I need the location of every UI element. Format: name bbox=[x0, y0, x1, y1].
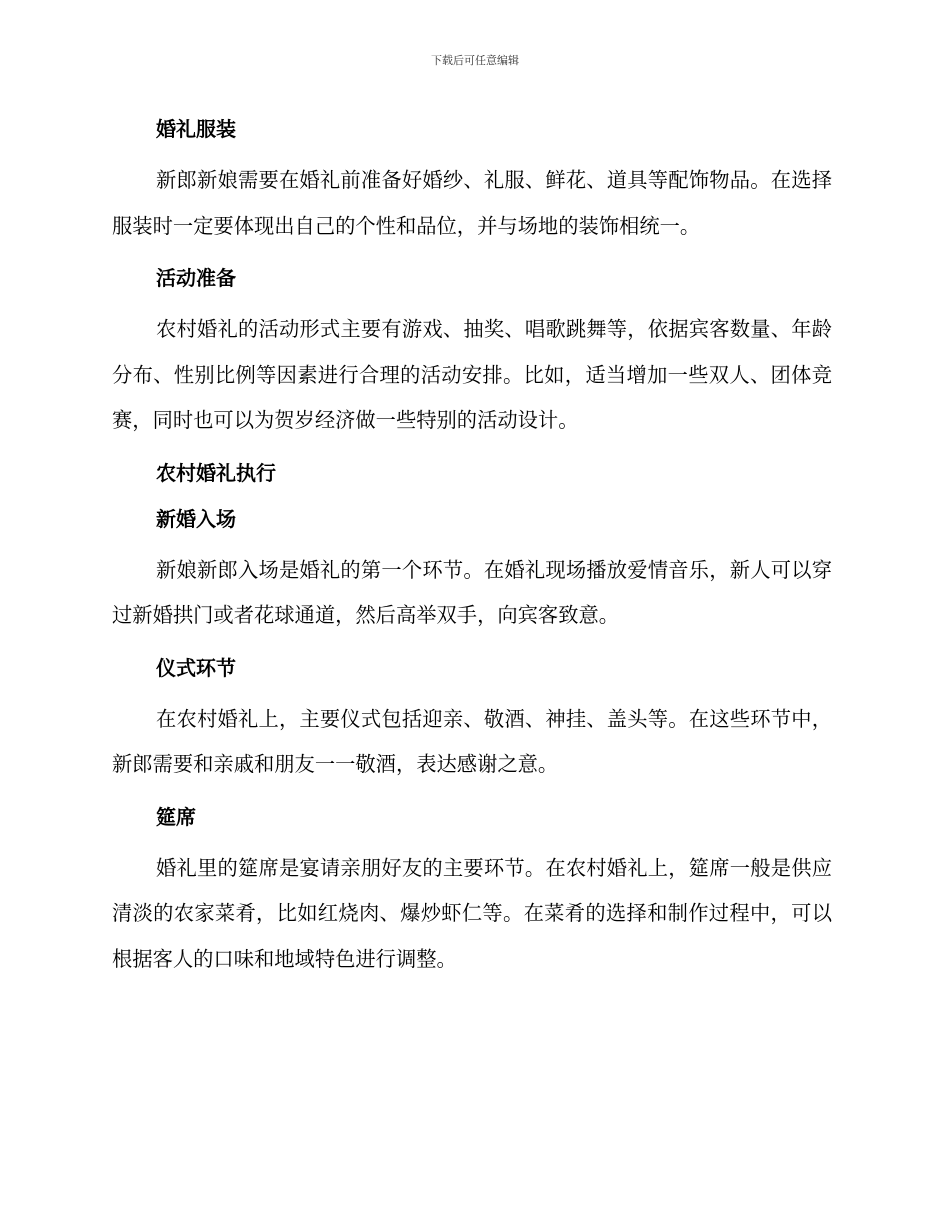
section-heading-wedding-execution: 农村婚礼执行 bbox=[156, 460, 276, 485]
section-heading-entrance: 新婚入场 bbox=[156, 506, 236, 531]
section-heading-activity-prep: 活动准备 bbox=[156, 266, 236, 290]
paragraph-entrance: 新娘新郎入场是婚礼的第一个环节。在婚礼现场播放爱情音乐，新人可以穿过新婚拱门或者花球通道，然后高举双手，向宾客致意。 bbox=[112, 557, 832, 627]
document-body bbox=[112, 112, 832, 994]
paragraph-wedding-attire: 新郎新娘需要在婚礼前准备好婚纱、礼服、鲜花、道具等配饰物品。在选择服装时一定要体现出自己的个性和品位，并与场地的装饰相统一。 bbox=[112, 168, 832, 238]
section-heading-wedding-attire: 婚礼服装 bbox=[156, 117, 236, 141]
page-header-note: 下载后可任意编辑 bbox=[431, 54, 519, 67]
section-heading-banquet: 筵席 bbox=[156, 804, 196, 829]
paragraph-ceremony: 在农村婚礼上，主要仪式包括迎亲、敬酒、神挂、盖头等。在这些环节中，新郎需要和亲戚和朋友一一敬酒，表达感谢之意。 bbox=[112, 706, 832, 776]
paragraph-activity-prep: 农村婚礼的活动形式主要有游戏、抽奖、唱歌跳舞等，依据宾客数量、年龄分布、性别比例等因素进行合理的活动安排。比如，适当增加一些双人、团体竞赛，同时也可以为贺岁经济做一些特别的活动设计。 bbox=[112, 317, 832, 432]
section-heading-ceremony: 仪式环节 bbox=[156, 655, 236, 680]
paragraph-banquet: 婚礼里的筵席是宴请亲朋好友的主要环节。在农村婚礼上，筵席一般是供应清淡的农家菜肴，比如红烧肉、爆炒虾仁等。在菜肴的选择和制作过程中，可以根据客人的口味和地域特色进行调整。 bbox=[112, 855, 832, 971]
